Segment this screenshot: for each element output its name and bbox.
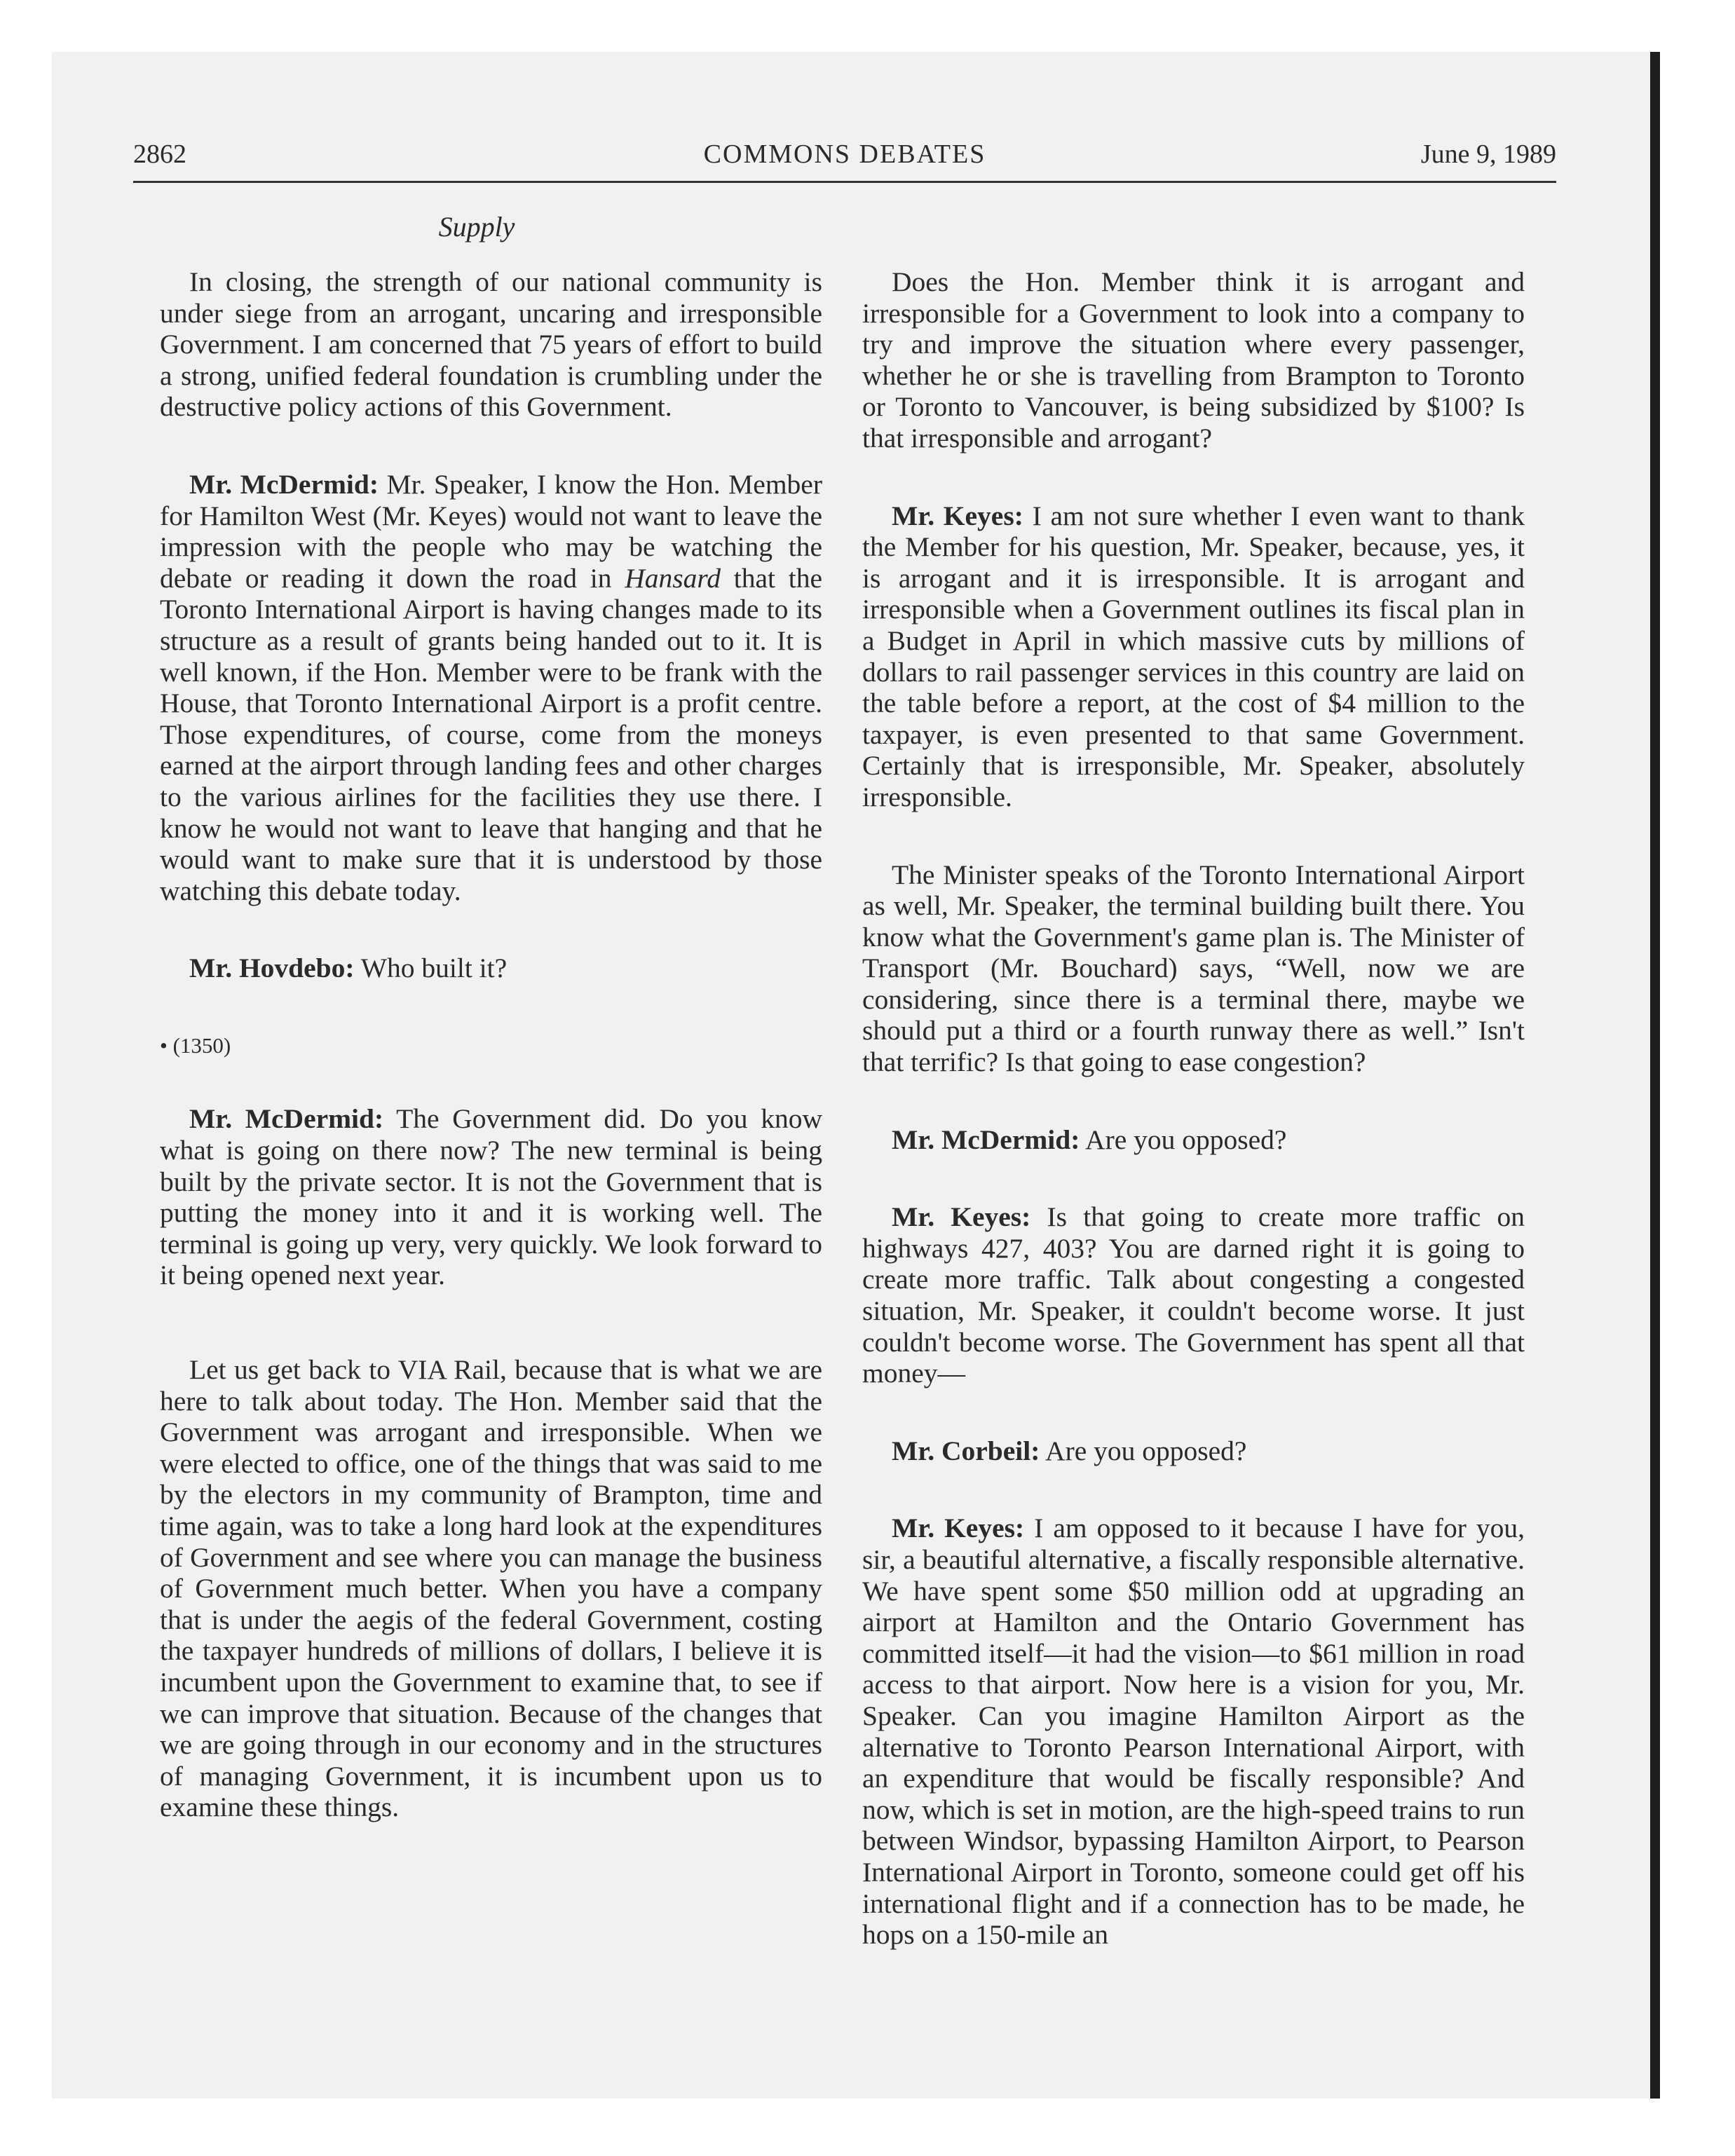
- paragraph: Let us get back to VIA Rail, because that is what we are here to talk about today. The Hon. Member said that the Government was arrogant and irresponsible. When we were elected to office, one of the things that was said to me by the electors in my community of Brampton, time and time again, was to take a long hard look at the expenditures of Government and see where you can manage the business of Government much better. When you have a company that is under the aegis of the federal Government, costing the taxpayer hundreds of millions of dollars, I believe it is incumbent upon the Government to examine that, to see if we can improve that situation. Because of the changes that we are going through in our economy and in the structures of managing Government, it is incumbent upon us to examine these things.: [160, 1354, 822, 1823]
- speaker-name: Mr. McDermid:: [892, 1124, 1080, 1155]
- header-date: June 9, 1989: [1420, 139, 1556, 169]
- page-number: 2862: [133, 139, 186, 169]
- left-column: [160, 265, 822, 1823]
- speech-paragraph: Mr. McDermid: Mr. Speaker, I know the Hon. Member for Hamilton West (Mr. Keyes) would not want to leave the impression with the people who may be watching the debate or reading it down the road in Hansard that the Toronto International Airport is having changes made to its structure as a result of grants being handed out to it. It is well known, if the Hon. Member were to be frank with the House, that Toronto International Airport is a profit centre. Those expenditures, of course, come from the moneys earned at the airport through landing fees and other charges to the various airlines for the facilities they use there. I know he would not want to leave that hanging and that he would want to make sure that it is understood by those watching this debate today.: [160, 468, 822, 906]
- speaker-name: Mr. Corbeil:: [892, 1435, 1040, 1466]
- speaker-name: Mr. Keyes:: [892, 1513, 1025, 1544]
- speech-paragraph: Mr. Keyes: Is that going to create more traffic on highways 427, 403? You are darned right it is going to create more traffic. Talk about congesting a congested situation, Mr. Speaker, it couldn't become worse. It just couldn't become worse. The Government has spent all that money—: [862, 1201, 1525, 1389]
- paragraph: Does the Hon. Member think it is arrogant and irresponsible for a Government to look into a company to try and improve the situation where every passenger, whether he or she is travelling from Brampton to Toronto or Toronto to Vancouver, is being subsidized by $100? Is that irresponsible and arrogant?: [862, 266, 1525, 453]
- paragraph: In closing, the strength of our national community is under siege from an arrogant, uncaring and irresponsible Government. I am concerned that 75 years of effort to build a strong, unified federal foundation is crumbling under the destructive policy actions of this Government.: [160, 266, 822, 423]
- section-title: Supply: [438, 211, 515, 243]
- paragraph: The Minister speaks of the Toronto International Airport as well, Mr. Speaker, the terminal building built there. You know what the Government's game plan is. The Minister of Transport (Mr. Bouchard) says, “Well, now we are considering, since there is a terminal there, maybe we should put a third or a fourth runway there as well.” Isn't that terrific? Is that going to ease congestion?: [862, 859, 1525, 1078]
- publication-title: COMMONS DEBATES: [703, 139, 986, 169]
- running-header: [133, 139, 1556, 183]
- page-edge-shadow: [1650, 52, 1660, 2099]
- time-marker: • (1350): [160, 1032, 231, 1058]
- speech-paragraph: Mr. McDermid: Are you opposed?: [892, 1124, 1287, 1155]
- speech-paragraph: Mr. Keyes: I am not sure whether I even want to thank the Member for his question, Mr. Speaker, because, yes, it is arrogant and it is irresponsible. It is arrogant and irresponsible when a Government outlines its fiscal plan in a Budget in April in which massive cuts by millions of dollars to rail passenger services in this country are laid on the table before a report, at the cost of $4 million to the taxpayer, is even presented to that same Government. Certainly that is irresponsible, Mr. Speaker, absolutely irresponsible.: [862, 500, 1525, 812]
- speaker-name: Mr. Keyes:: [892, 1201, 1031, 1233]
- speaker-name: Mr. McDermid:: [189, 1103, 384, 1135]
- right-column: [862, 265, 1525, 1951]
- speaker-name: Mr. McDermid:: [189, 468, 379, 500]
- speaker-name: Mr. Keyes:: [892, 500, 1023, 531]
- speech-paragraph: Mr. McDermid: The Government did. Do you know what is going on there now? The new terminal is being built by the private sector. It is not the Government that is putting the money into it and it is working well. The terminal is going up very, very quickly. We look forward to it being opened next year.: [160, 1103, 823, 1291]
- speaker-name: Mr. Hovdebo:: [189, 953, 355, 984]
- speech-paragraph: Mr. Corbeil: Are you opposed?: [892, 1435, 1247, 1466]
- speech-paragraph: Mr. Keyes: I am opposed to it because I have for you, sir, a beautiful alternative, a fiscally responsible alternative. We have spent some $50 million odd at upgrading an airport at Hamilton and the Ontario Government has committed itself—it had the vision—to $61 million in road access to that airport. Now here is a vision for you, Mr. Speaker. Can you imagine Hamilton Airport as the alternative to Toronto Pearson International Airport, with an expenditure that would be fiscally responsible? And now, which is set in motion, are the high-speed trains to run between Windsor, bypassing Hamilton Airport, to Pearson International Airport in Toronto, someone could get off his international flight and if a connection has to be made, he hops on a 150-mile an: [862, 1513, 1525, 1951]
- speech-paragraph: Mr. Hovdebo: Who built it?: [189, 953, 508, 984]
